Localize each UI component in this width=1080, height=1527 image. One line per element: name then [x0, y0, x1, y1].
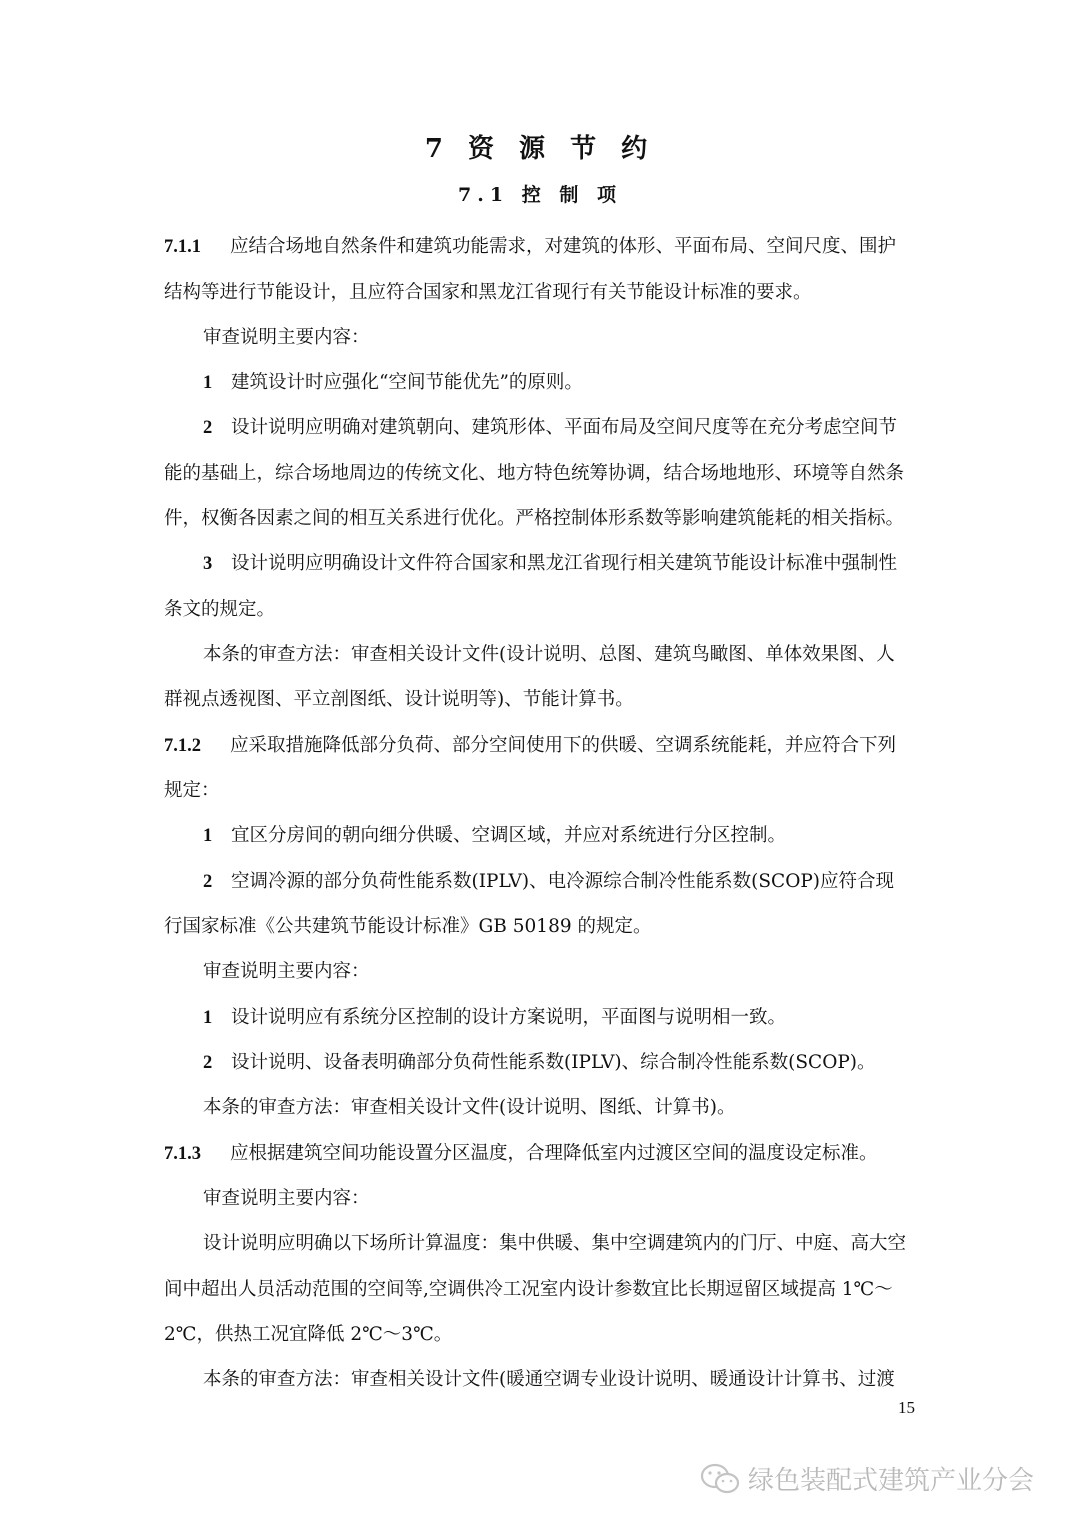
body-line: 规定： — [164, 780, 220, 801]
list-item — [203, 549, 897, 579]
page-number: 15 — [898, 1398, 915, 1417]
body-line: 能的基础上，综合场地周边的传统文化、地方特色统筹协调，结合场地地形、环境等自然条 — [164, 463, 905, 484]
clause-number: 7.1.3 — [164, 1144, 201, 1164]
review-heading: 审查说明主要内容： — [203, 961, 370, 982]
clause-number: 7.1.2 — [164, 736, 201, 756]
item-number: 2 — [203, 1053, 213, 1073]
chapter-title: 7 资 源 节 约 — [424, 134, 656, 164]
watermark-text: 绿色装配式建筑产业分会 — [748, 1466, 1035, 1496]
body-line: 行国家标准《公共建筑节能设计标准》GB 50189 的规定。 — [164, 916, 652, 937]
review-method: 本条的审查方法：审查相关设计文件(暖通空调专业设计说明、暖通设计计算书、过渡 — [203, 1369, 895, 1390]
item-number: 1 — [203, 1008, 213, 1028]
item-text: 宜区分房间的朝向细分供暖、空调区域，并应对系统进行分区控制。 — [231, 825, 787, 846]
body-line: 间中超出人员活动范围的空间等,空调供冷工况室内设计参数宜比长期逗留区域提高 1℃～ — [164, 1279, 893, 1300]
item-text: 空调冷源的部分负荷性能系数(IPLV)、电冷源综合制冷性能系数(SCOP)应符合现 — [231, 871, 895, 892]
clause-line — [164, 232, 896, 262]
list-item — [203, 867, 894, 897]
body-line: 结构等进行节能设计，且应符合国家和黑龙江省现行有关节能设计标准的要求。 — [164, 282, 812, 303]
review-heading: 审查说明主要内容： — [203, 327, 370, 348]
item-text: 设计说明、设备表明确部分负荷性能系数(IPLV)、综合制冷性能系数(SCOP)。 — [231, 1052, 876, 1073]
body-line: 2℃，供热工况宜降低 2℃～3℃。 — [164, 1324, 453, 1345]
list-item — [203, 821, 786, 851]
review-method: 本条的审查方法：审查相关设计文件(设计说明、图纸、计算书)。 — [203, 1097, 736, 1118]
item-text: 建筑设计时应强化“空间节能优先”的原则。 — [231, 372, 583, 393]
item-text: 设计说明应明确对建筑朝向、建筑形体、平面布局及空间尺度等在充分考虑空间节 — [231, 417, 898, 438]
clause-line — [164, 1139, 878, 1169]
body-line: 条文的规定。 — [164, 599, 276, 620]
item-number: 3 — [203, 554, 213, 574]
item-text: 设计说明应有系统分区控制的设计方案说明，平面图与说明相一致。 — [231, 1007, 787, 1028]
wechat-icon — [700, 1462, 740, 1496]
watermark — [700, 1460, 1034, 1497]
clause-text: 应根据建筑空间功能设置分区温度，合理降低室内过渡区空间的温度设定标准。 — [230, 1143, 878, 1164]
list-item — [203, 413, 897, 443]
clause-text: 应结合场地自然条件和建筑功能需求，对建筑的体形、平面布局、空间尺度、围护 — [230, 236, 897, 257]
list-item — [203, 1048, 876, 1078]
review-method: 本条的审查方法：审查相关设计文件(设计说明、总图、建筑鸟瞰图、单体效果图、人 — [203, 644, 895, 665]
list-item — [203, 368, 583, 398]
body-line: 设计说明应明确以下场所计算温度：集中供暖、集中空调建筑内的门厅、中庭、高大空 — [203, 1233, 907, 1254]
body-line: 件，权衡各因素之间的相互关系进行优化。严格控制体形系数等影响建筑能耗的相关指标。 — [164, 508, 905, 529]
review-heading: 审查说明主要内容： — [203, 1188, 370, 1209]
item-number: 1 — [203, 826, 213, 846]
clause-number: 7.1.1 — [164, 237, 201, 257]
item-number: 1 — [203, 373, 213, 393]
list-item — [203, 1003, 786, 1033]
body-line: 群视点透视图、平立剖图纸、设计说明等)、节能计算书。 — [164, 689, 634, 710]
clause-line — [164, 731, 896, 761]
clause-text: 应采取措施降低部分负荷、部分空间使用下的供暖、空调系统能耗，并应符合下列 — [230, 735, 897, 756]
item-number: 2 — [203, 418, 213, 438]
item-number: 2 — [203, 872, 213, 892]
item-text: 设计说明应明确设计文件符合国家和黑龙江省现行相关建筑节能设计标准中强制性 — [231, 553, 898, 574]
section-title: 7.1 控 制 项 — [458, 184, 622, 206]
